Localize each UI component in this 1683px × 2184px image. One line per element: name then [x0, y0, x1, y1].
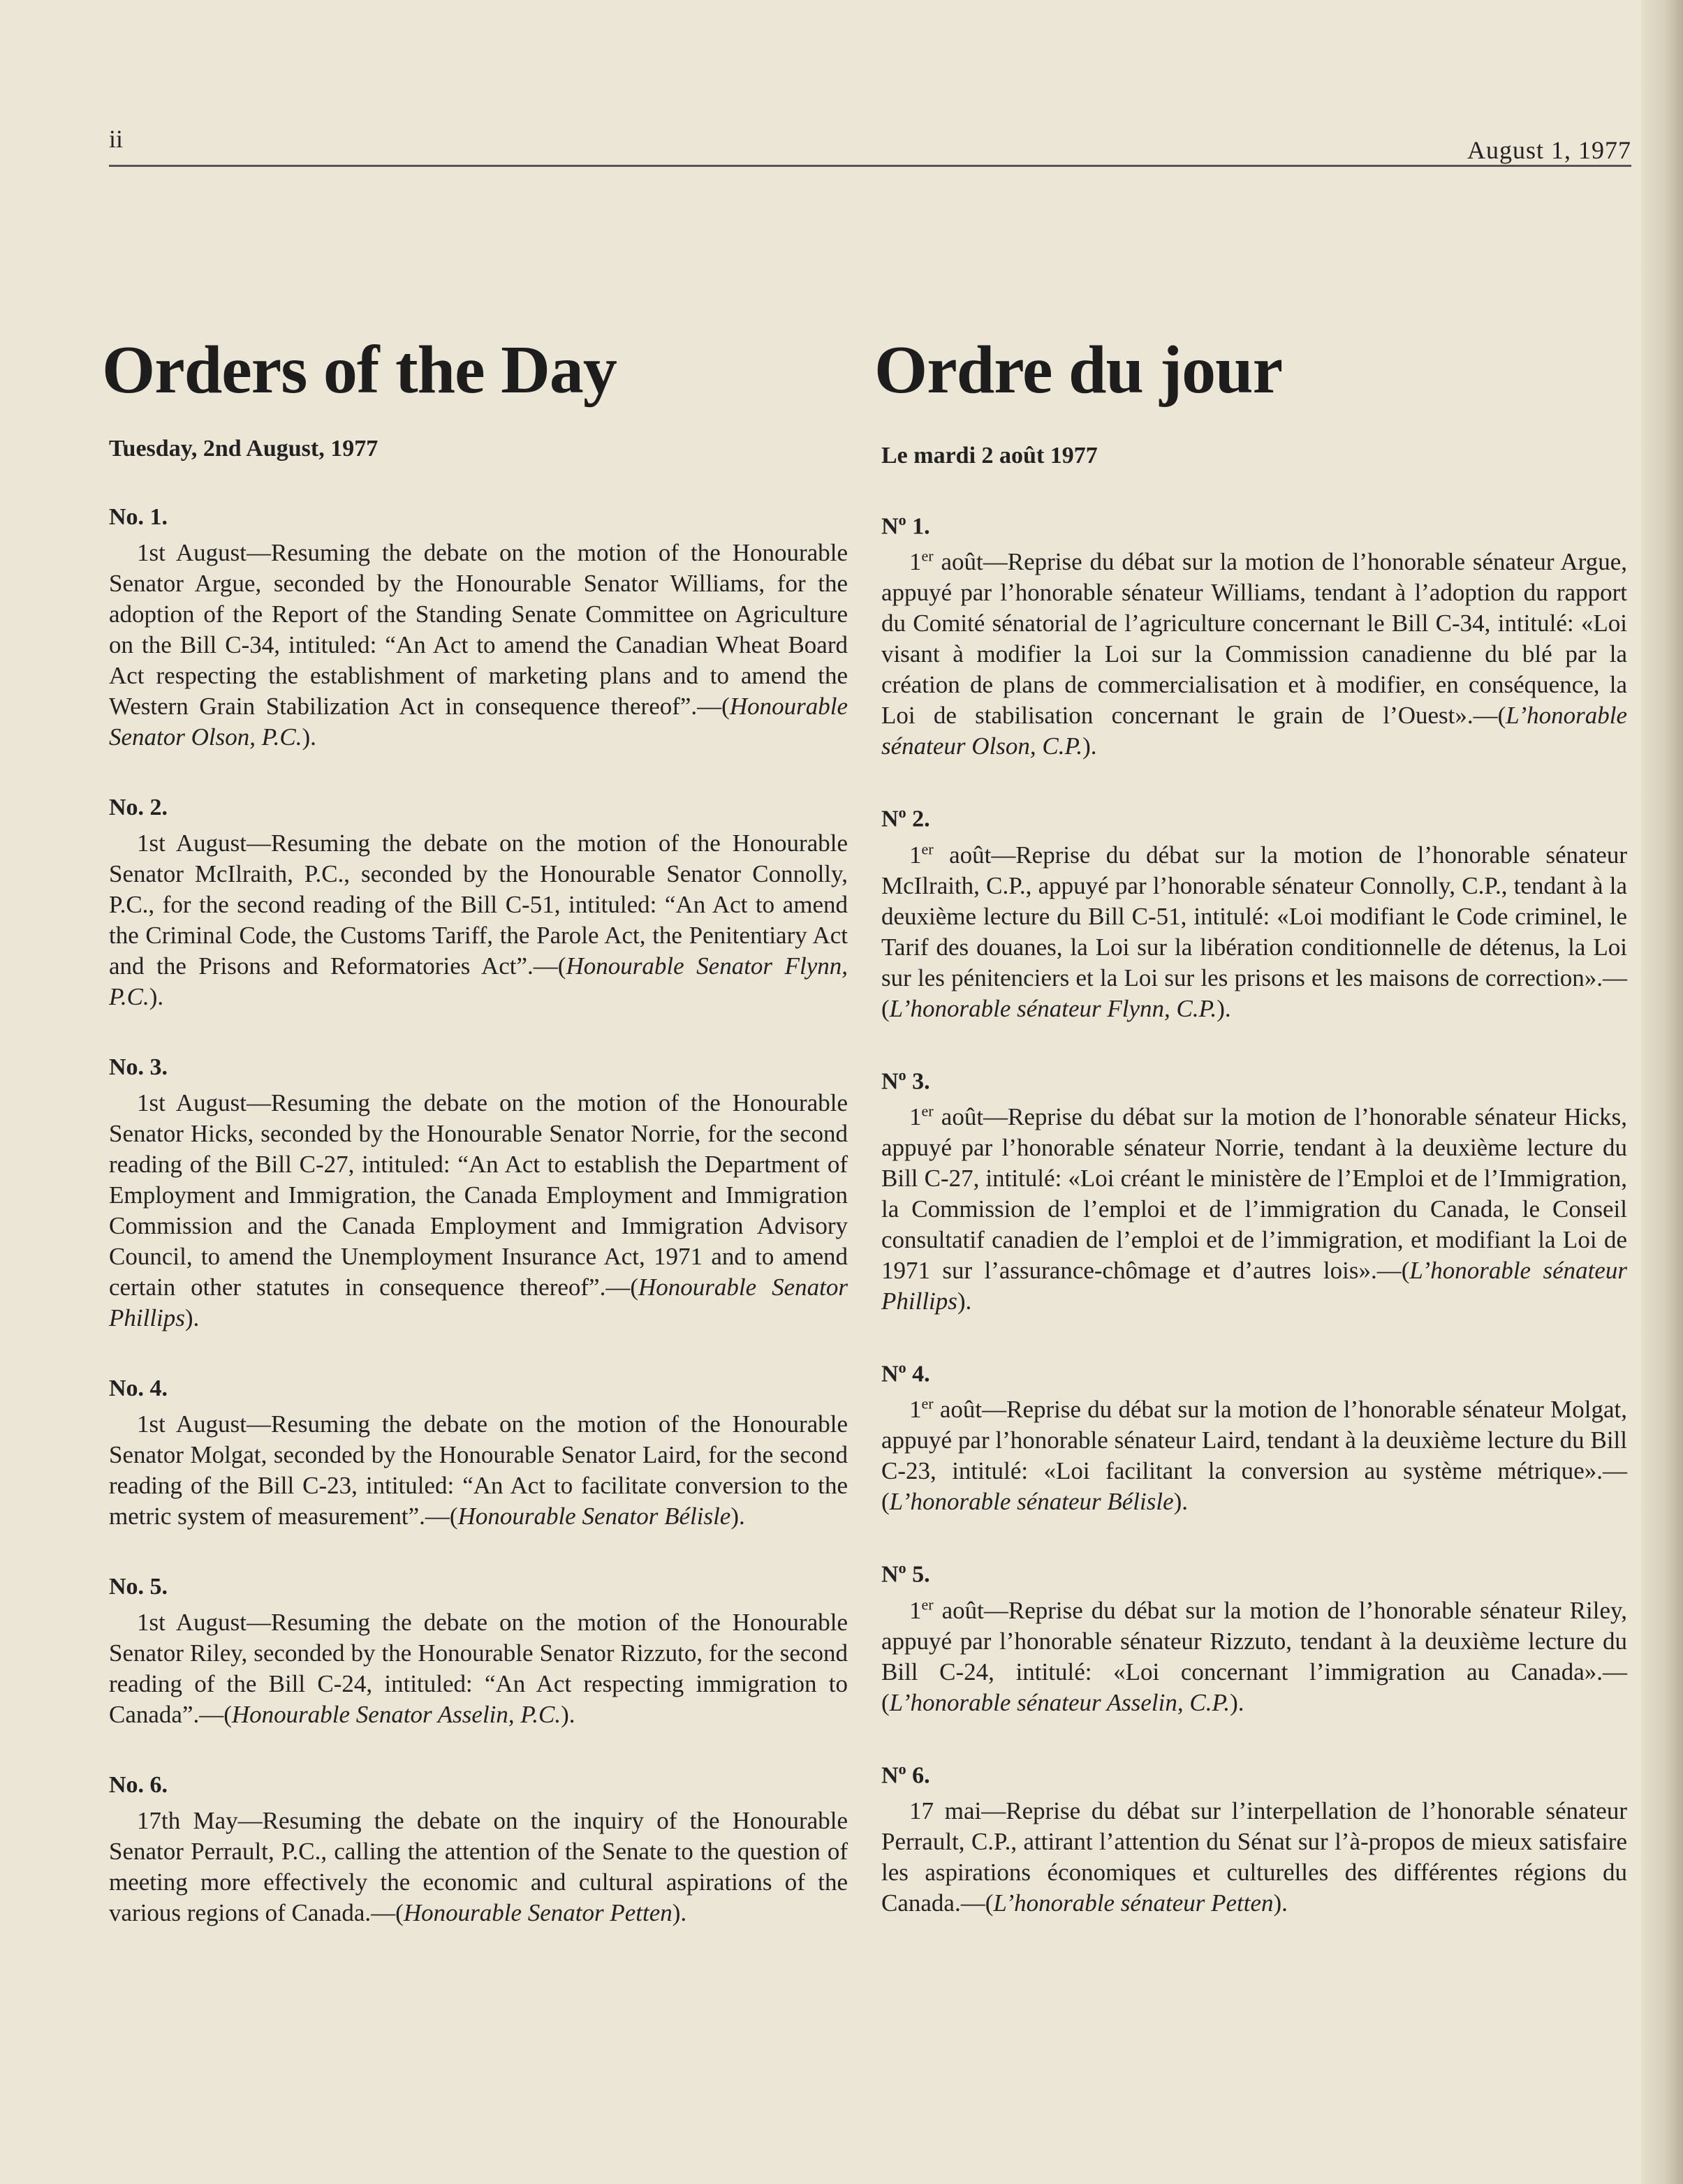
order-number: No. 1.: [109, 504, 168, 530]
french-order-6: [881, 1760, 1627, 1919]
english-order-5: [109, 1574, 848, 1730]
english-order-1: [109, 504, 848, 753]
english-order-2: [109, 795, 848, 1012]
order-number: No. 2.: [109, 795, 168, 820]
order-text: 1er août—Reprise du débat sur la motion de l’honorable sénateur Hicks, appuyé par l’honorable sénateur Norrie, tendant à la deuxième lecture du Bill C-27, intitulé: «Loi créant le ministère de l’Emploi et de l’Immigration, la Commission de l’emploi et de l’immigration du Canada, le Conseil consultatif canadien de l’emploi et de l’immigration, et modifiant la Loi de 1971 sur l’assurance-chômage et d’autres lois».—(L’honorable sénateur Phillips).: [881, 1102, 1627, 1315]
order-number: $N^o$ 1.: [881, 511, 930, 540]
french-order-4: [881, 1359, 1627, 1517]
order-text: 1st August—Resuming the debate on the motion of the Honourable Senator McIlraith, P.C., seconded by the Honourable Senator Connolly, P.C., for the second reading of the Bill C-51, intituled: “An Act to amend the Criminal Code, the Customs Tariff, the Parole Act, the Penitentiary Act and the Prisons and Reformatories Act”.—(Honourable Senator Flynn, P.C.).: [109, 829, 848, 1010]
order-number: No. 5.: [109, 1574, 168, 1600]
french-order-1: [881, 511, 1627, 762]
english-order-4: [109, 1375, 848, 1532]
order-text: 17th May—Resuming the debate on the inquiry of the Honourable Senator Perrault, P.C., calling the attention of the Senate to the question of meeting more effectively the economic and cultural aspirations of the various regions of Canada.—(Honourable Senator Petten).: [109, 1807, 848, 1926]
order-text: 1er août—Reprise du débat sur la motion de l’honorable sénateur McIlraith, C.P., appuyé par l’honorable sénateur Connolly, C.P., tendant à la deuxième lecture du Bill C-51, intitulé: «Loi modifiant le Code criminel, le Tarif des douanes, la Loi sur la libération conditionnelle de détenus, la Loi sur les pénitenciers et la Loi sur les prisons et les maisons de correction».—(L’honorable sénateur Flynn, C.P.).: [881, 840, 1627, 1022]
order-number: $N^o$ 2.: [881, 804, 930, 832]
order-number: No. 3.: [109, 1054, 168, 1080]
french-order-5: [881, 1559, 1627, 1718]
french-column: [874, 328, 1627, 1919]
french-title: Ordre du jour: [874, 332, 1283, 408]
french-order-2: [881, 804, 1627, 1024]
french-sitting-date: Le mardi 2 août 1977: [881, 443, 1098, 468]
order-number: No. 6.: [109, 1772, 168, 1798]
order-text: 1st August—Resuming the debate on the motion of the Honourable Senator Riley, seconded by the Honourable Senator Rizzuto, for the second reading of the Bill C-24, intituled: “An Act respecting immigration to Canada”.—(Honourable Senator Asselin, P.C.).: [109, 1609, 848, 1728]
order-text: 1st August—Resuming the debate on the motion of the Honourable Senator Argue, seconded by the Honourable Senator Williams, for the adoption of the Report of the Standing Senate Committee on Agriculture on the Bill C-34, intituled: “An Act to amend the Canadian Wheat Board Act respecting the establishment of marketing plans and to amend the Western Grain Stabilization Act in consequence thereof”.—(Honourable Senator Olson, P.C.).: [109, 539, 848, 751]
order-number: $N^o$ 3.: [881, 1065, 930, 1094]
page-folio: ii: [109, 125, 124, 153]
header-rule: [109, 165, 1631, 167]
order-text: 17 mai—Reprise du débat sur l’interpellation de l’honorable sénateur Perrault, C.P., attirant l’attention du Sénat sur l’à-propos de mieux satisfaire les aspirations économiques et culturelles des différentes régions du Canada.—(L’honorable sénateur Petten).: [881, 1796, 1628, 1917]
order-text: 1er août—Reprise du débat sur la motion de l’honorable sénateur Argue, appuyé par l’honorable sénateur Williams, tendant à l’adoption du rapport du Comité sénatorial de l’agriculture concernant le Bill C-34, intitulé: «Loi visant à modifier la Loi sur la Commission canadienne du blé par la création de plans de commercialisation et à modifier, en conséquence, la Loi de stabilisation concernant le grain de l’Ouest».—(L’honorable sénateur Olson, C.P.).: [881, 547, 1627, 760]
english-sitting-date: Tuesday, 2nd August, 1977: [109, 436, 379, 462]
order-text: 1st August—Resuming the debate on the motion of the Honourable Senator Hicks, seconded by the Honourable Senator Norrie, for the second reading of the Bill C-27, intituled: “An Act to establish the Department of Employment and Immigration, the Canada Employment and Immigration Commission and the Canada Employment and Immigration Advisory Council, to amend the Unemployment Insurance Act, 1971 and to amend certain other statutes in consequence thereof”.—(Honourable Senator Phillips).: [109, 1089, 848, 1331]
page-edge-shadow: [1641, 0, 1683, 2184]
order-text: 1er août—Reprise du débat sur la motion de l’honorable sénateur Riley, appuyé par l’honorable sénateur Rizzuto, tendant à la deuxième lecture du Bill C-24, intitulé: «Loi concernant l’immigration au Canada».—(L’honorable sénateur Asselin, C.P.).: [881, 1595, 1628, 1716]
header-date: August 1, 1977: [1467, 136, 1631, 164]
order-number: No. 4.: [109, 1375, 168, 1401]
english-order-3: [109, 1054, 848, 1334]
order-number: $N^o$ 6.: [881, 1759, 930, 1788]
order-text: 1er août—Reprise du débat sur la motion de l’honorable sénateur Molgat, appuyé par l’honorable sénateur Laird, tendant à la deuxième lecture du Bill C-23, intitulé: «Loi facilitant la conversion au système métrique».—(L’honorable sénateur Bélisle).: [881, 1394, 1627, 1516]
french-order-3: [881, 1066, 1627, 1317]
order-text: 1st August—Resuming the debate on the motion of the Honourable Senator Molgat, seconded by the Honourable Senator Laird, for the second reading of the Bill C-23, intituled: “An Act to facilitate conversion to the metric system of measurement”.—(Honourable Senator Bélisle).: [109, 1410, 848, 1530]
english-title: Orders of the Day: [102, 332, 617, 408]
english-order-6: [109, 1772, 848, 1928]
order-number: $N^o$ 5.: [881, 1559, 930, 1588]
order-number: $N^o$ 4.: [881, 1358, 930, 1387]
running-header: [109, 119, 1631, 175]
english-column: [102, 328, 848, 1928]
